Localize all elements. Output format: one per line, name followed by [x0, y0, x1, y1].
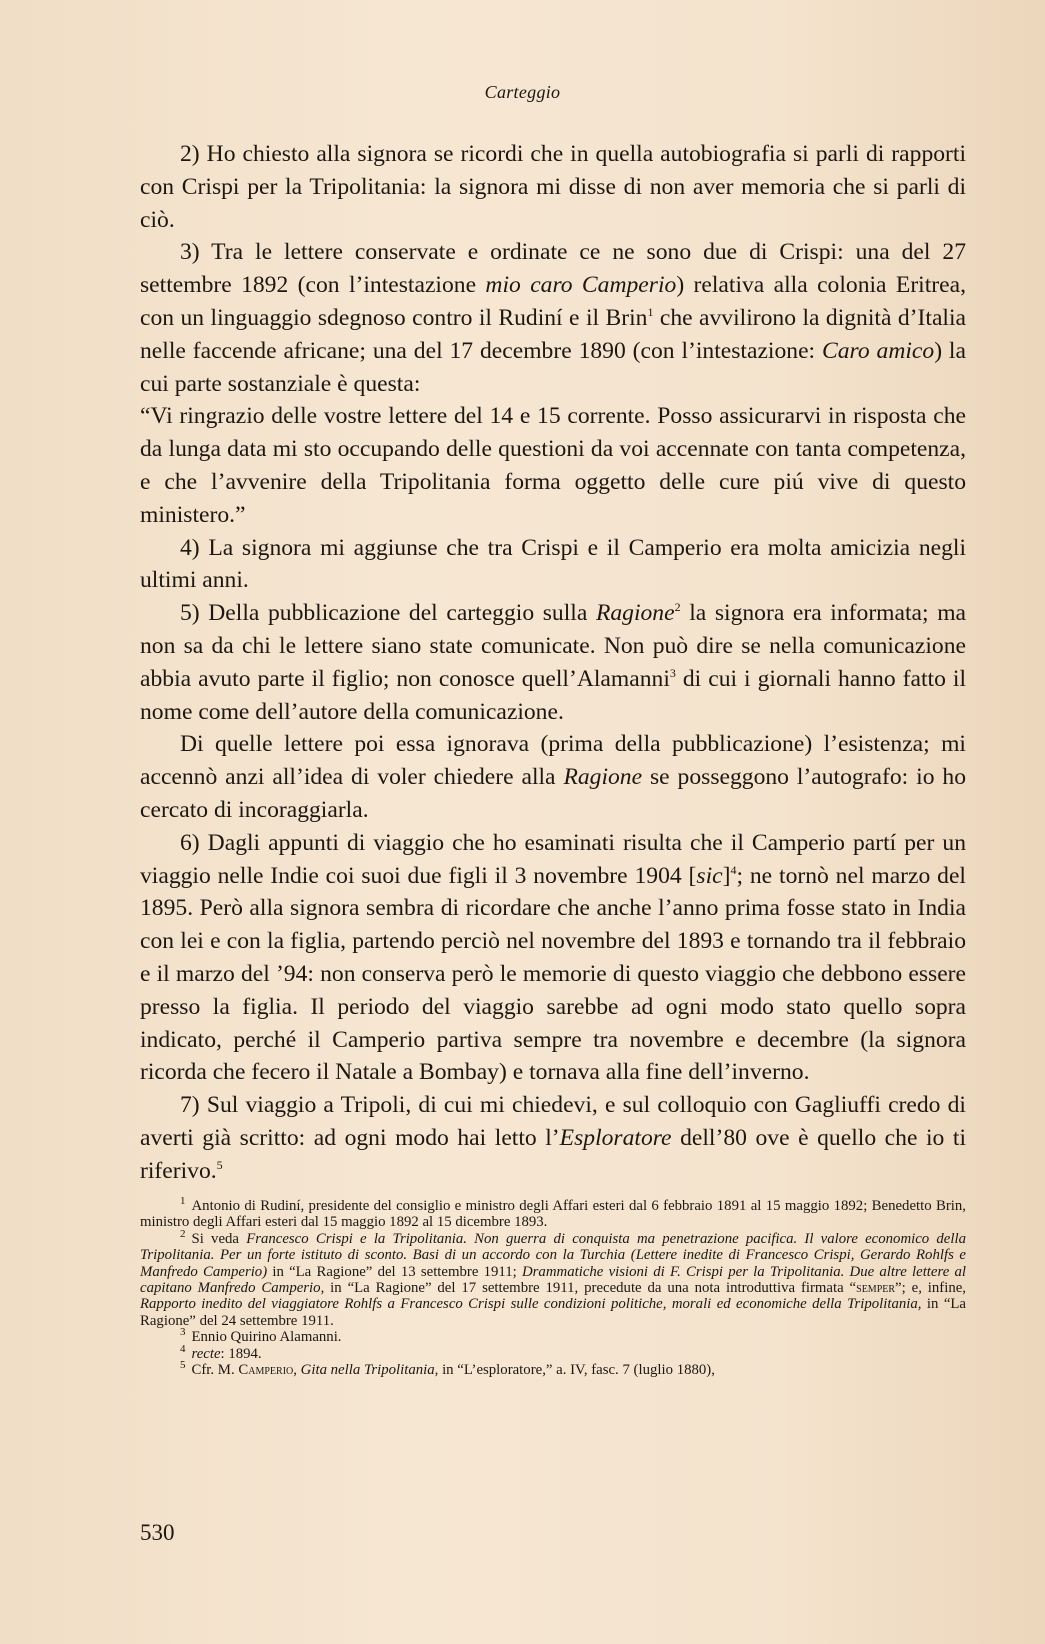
paragraph-7-bracket: ]	[722, 862, 731, 889]
paragraph-6-italic: Ragione	[563, 764, 643, 791]
quotation-text: “Vi ringrazio delle vostre lettere del 14 e 15 corrente. Posso assicurarvi in risposta che da lunga data mi sto occupando delle questioni da voi accennate con tanta competenza, e che l’avvenire della Tripolitania forma oggetto delle cure piú vive di questo ministero.”	[140, 403, 966, 528]
footnote-5-author: Camperio	[238, 1362, 294, 1379]
footnote-3	[140, 1326, 966, 1346]
paragraph-6-text-a: Di quelle lettere poi essa ignorava (prima della pubblicazione) l’esistenza; mi accennò anzi all’idea di voler chiedere alla	[140, 731, 966, 791]
footnote-4-italic: recte	[191, 1345, 221, 1362]
paragraph-3-text-a: 3) Tra le lettere conservate e ordinate ce ne sono due di Crispi: una del 27 settembre 1892 (con l’intestazione	[140, 239, 966, 299]
footnote-4	[140, 1342, 966, 1362]
running-header: Carteggio	[484, 82, 561, 102]
footnote-2-italic-c: Rapporto inedito del viaggiatore Rohlfs a Francesco Crispi sulle condizioni politiche, morali ed economiche della Tripolitania,	[140, 1296, 922, 1313]
footnotes	[140, 1195, 966, 1379]
paragraph-2-text: 2) Ho chiesto alla signora se ricordi che in quella autobiografia si parli di rapporti con Crispi per la Tripolitania: la signora mi disse di non aver memoria che si parli di ciò.	[140, 141, 966, 233]
paragraph-7-text-a: 6) Dagli appunti di viaggio che ho esaminati risulta che il Camperio partí per un viaggio nelle Indie coi suoi due figli il 3 novembre 1904 [	[140, 829, 966, 889]
footnote-2-text-a: Si veda	[191, 1230, 239, 1247]
footnote-ref-3[interactable]: 3	[669, 665, 676, 680]
paragraph-7-text-b: ; ne tornò nel marzo del 1895. Però alla signora sembra di ricordare che anche l’anno prima fosse stato in India con lei e con la figlia, partendo perciò nel novembre del 1893 e tornando tra il febbraio e il marzo del ’94: non conserva però le memorie di questo viaggio che debbono essere presso la figlia. Il periodo del viaggio sarebbe ad ogni modo stato quello sopra indicato, perché il Camperio partiva sempre tra novembre e decembre (la signora ricorda che fecero il Natale a Bombay) e tornava alla fine dell’inverno.	[140, 862, 966, 1086]
paragraph-3-italic-a: mio caro Camperio	[485, 272, 677, 299]
footnote-2-italic-b: Drammatiche visioni di F. Crispi per la Tripolitania. Due altre lettere al capitano Manfredo Camperio,	[140, 1263, 966, 1297]
paragraph-4-text: 4) La signora mi aggiunse che tra Crispi e il Camperio era molta amicizia negli ultimi anni.	[140, 534, 966, 594]
paragraph-3-text-b: ) relativa alla colonia Eritrea, con un linguaggio sdegnoso contro il Rudiní e il Brin	[140, 272, 966, 331]
paragraph-6	[140, 728, 966, 826]
paragraph-5-text-a: 5) Della pubblicazione del carteggio sulla	[180, 600, 588, 627]
footnote-2-text-d: ”; e, infine,	[895, 1280, 966, 1297]
footnote-number: 1	[180, 1195, 186, 1208]
footnote-number: 5	[180, 1359, 186, 1372]
paragraph-8-italic: Esploratore	[559, 1124, 672, 1151]
footnote-1-text: Antonio di Rudiní, presidente del consiglio e ministro degli Affari esteri dal 6 febbraio 1891 al 15 maggio 1892; Benedetto Brin, ministro degli Affari esteri dal 15 maggio 1892 al 15 dicembre 1893.	[140, 1198, 966, 1231]
footnote-5-italic: Gita nella Tripolitania,	[300, 1362, 439, 1379]
quotation	[140, 400, 966, 531]
paragraph-3-text-d: ) la cui parte sostanziale è questa:	[140, 337, 966, 397]
paragraph-3-italic-b: Caro amico	[822, 337, 935, 364]
paragraph-5-italic: Ragione	[595, 600, 675, 627]
page-number: 530	[140, 1520, 175, 1545]
footnote-3-text: Ennio Quirino Alamanni.	[191, 1329, 342, 1346]
footnote-5-comma: ,	[293, 1362, 297, 1379]
footnote-5-text-b: in “L’esploratore,” a. IV, fasc. 7 (luglio 1880),	[438, 1362, 715, 1379]
paragraph-7-italic: sic	[696, 862, 723, 889]
paragraph-5-text-c: di cui i giornali hanno fatto il nome come dell’autore della comunicazione.	[140, 665, 966, 725]
footnote-5	[140, 1359, 966, 1379]
footnote-number: 4	[180, 1342, 186, 1355]
footnote-ref-4[interactable]: 4	[730, 862, 737, 877]
paragraph-3-text-c: che avvilirono la dignità d’Italia nelle faccende africane; una del 17 decembre 1890 (con l’intestazione:	[140, 304, 966, 364]
footnote-ref-2[interactable]: 2	[674, 600, 681, 615]
footnote-2-text-b: in “La Ragione” del 13 settembre 1911;	[267, 1263, 517, 1280]
paragraph-3	[140, 236, 966, 400]
footnote-2	[140, 1227, 966, 1329]
footnote-number: 3	[180, 1326, 186, 1339]
footnote-ref-1[interactable]: 1	[647, 305, 654, 320]
footnote-2-text-e: in “La Ragione” del 24 settembre 1911.	[140, 1296, 966, 1329]
footnote-2-italic-a: Francesco Crispi e la Tripolitania. Non guerra di conquista ma penetrazione pacifica. Il valore economico della Tripolitania. Per un forte istituto di sconto. Basi di un accordo con la Turchia (Lettere inedite di Francesco Crispi, Gerardo Rohlfs e Manfredo Camperio)	[140, 1230, 966, 1280]
footnote-2-text-c: in “La Ragione” del 17 settembre 1911, precedute da una nota introduttiva firmata “	[324, 1280, 857, 1297]
paragraph-7	[140, 827, 966, 1089]
paragraph-5-text-b: la signora era informata; ma non sa da chi le lettere siano state comunicate. Non può dire se nella comunicazione abbia avuto parte il figlio; non conosce quell’Alamanni	[140, 600, 967, 692]
footnote-2-smallcaps: semper	[856, 1280, 896, 1297]
footnote-4-text: : 1894.	[220, 1345, 262, 1362]
paragraph-6-text-b: se posseggono l’autografo: io ho cercato di incoraggiarla.	[140, 764, 966, 823]
paragraph-5	[140, 597, 966, 728]
footnote-number: 2	[180, 1227, 186, 1240]
paragraph-8-text-a: 7) Sul viaggio a Tripoli, di cui mi chiedevi, e sul colloquio con Gagliuffi credo di averti già scritto: ad ogni modo hai letto l’	[140, 1092, 966, 1151]
footnote-5-text-a: Cfr. M.	[191, 1362, 235, 1379]
footnote-1	[140, 1195, 966, 1231]
paragraph-8-text-b: dell’80 ove è quello che io ti riferivo.	[140, 1124, 966, 1184]
main-text	[140, 138, 966, 1188]
paragraph-2	[140, 138, 966, 236]
paragraph-8	[140, 1089, 966, 1187]
footnote-ref-5[interactable]: 5	[216, 1157, 223, 1172]
paragraph-4	[140, 532, 966, 598]
